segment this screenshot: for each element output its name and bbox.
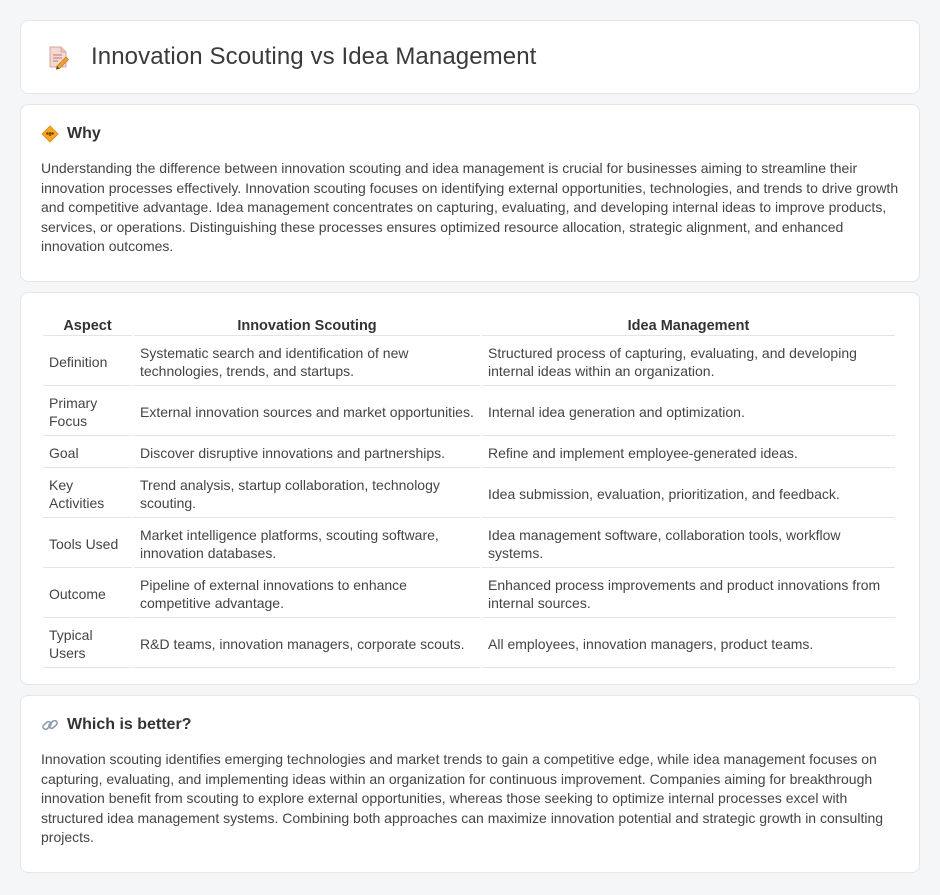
table-header-row [43, 315, 895, 336]
table-row [43, 470, 895, 518]
better-heading [41, 716, 899, 734]
why-text: Understanding the difference between innovation scouting and idea management is crucial for businesses aiming to streamline their innovation processes effectively. Innovation scouting focuses on identifying external opportunities, technologies, and trends to drive growth and competitive advantage. Idea management concentrates on capturing, evaluating, and developing internal ideas to improve products, services, or operations. Distinguishing these processes ensures optimized resource allocation, strategic alignment, and enhanced innovation outcomes. [41, 160, 899, 254]
table-row [43, 520, 895, 568]
why-card [20, 104, 920, 282]
which-is-better-card [20, 695, 920, 873]
row-scouting: Systematic search and identification of new technologies, trends, and startups. [134, 338, 480, 386]
row-aspect: Tools Used [43, 520, 132, 568]
why-heading [41, 125, 899, 143]
row-aspect: Typical Users [43, 620, 132, 668]
table-row [43, 620, 895, 668]
header-card [20, 20, 920, 94]
row-idea-management: Refine and implement employee-generated ideas. [482, 438, 895, 468]
table-row [43, 438, 895, 468]
row-aspect: Primary Focus [43, 388, 132, 436]
row-scouting: Market intelligence platforms, scouting software, innovation databases. [134, 520, 480, 568]
row-idea-management: Idea submission, evaluation, prioritization, and feedback. [482, 470, 895, 518]
table-row [43, 388, 895, 436]
comparison-card [20, 292, 920, 685]
row-scouting: Pipeline of external innovations to enhance competitive advantage. [134, 570, 480, 618]
comparison-table [41, 313, 897, 670]
better-text: Innovation scouting identifies emerging technologies and market trends to gain a competitive edge, while idea management focuses on capturing, evaluating, and implementing ideas within an organization for continuous improvement. Companies aiming for breakthrough innovation benefit from scouting to explore external opportunities, whereas those seeking to optimize internal processes excel with structured idea management systems. Combining both approaches can maximize innovation potential and strategic growth in consulting projects. [41, 751, 884, 845]
row-scouting: R&D teams, innovation managers, corporate scouts. [134, 620, 480, 668]
why-title: Why [67, 125, 101, 142]
header-idea-management: Idea Management [482, 315, 895, 336]
row-scouting: Discover disruptive innovations and partnerships. [134, 438, 480, 468]
diamond-sign-icon [41, 125, 59, 143]
row-aspect: Outcome [43, 570, 132, 618]
row-idea-management: Structured process of capturing, evaluating, and developing internal ideas within an organization. [482, 338, 895, 386]
table-row [43, 338, 895, 386]
document-pencil-icon [45, 44, 71, 70]
header-innovation-scouting: Innovation Scouting [134, 315, 480, 336]
row-aspect: Goal [43, 438, 132, 468]
row-scouting: Trend analysis, startup collaboration, technology scouting. [134, 470, 480, 518]
header-aspect: Aspect [43, 315, 132, 336]
page-title: Innovation Scouting vs Idea Management [91, 43, 537, 70]
row-idea-management: Enhanced process improvements and product innovations from internal sources. [482, 570, 895, 618]
row-scouting: External innovation sources and market opportunities. [134, 388, 480, 436]
row-idea-management: Idea management software, collaboration tools, workflow systems. [482, 520, 895, 568]
row-aspect: Key Activities [43, 470, 132, 518]
row-idea-management: Internal idea generation and optimization. [482, 388, 895, 436]
table-row [43, 570, 895, 618]
row-idea-management: All employees, innovation managers, product teams. [482, 620, 895, 668]
row-aspect: Definition [43, 338, 132, 386]
link-icon [41, 716, 59, 734]
better-title: Which is better? [67, 716, 192, 733]
